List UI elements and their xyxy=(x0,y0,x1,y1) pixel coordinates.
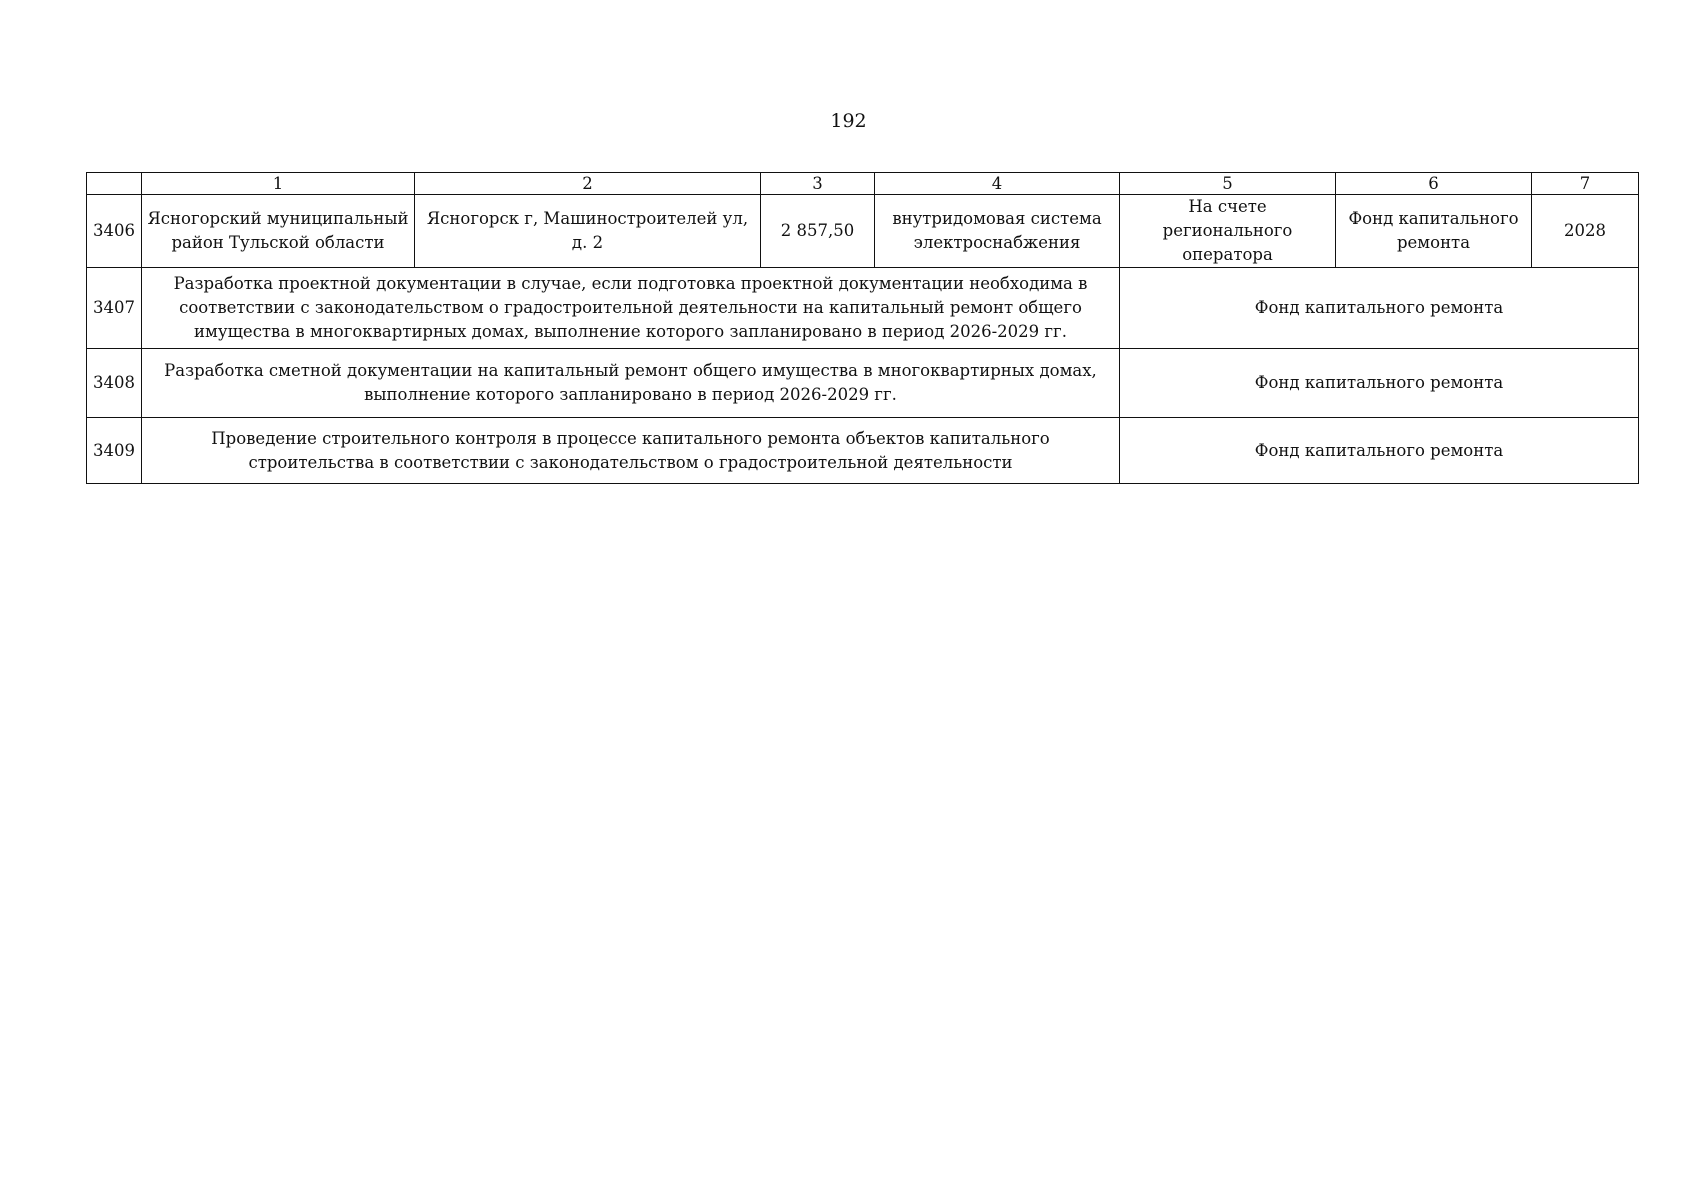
description-cell: Проведение строительного контроля в процессе капитального ремонта объектов капитального строительства в соответствии с законодательством о градостроительной деятельности xyxy=(142,418,1120,484)
row-number: 3406 xyxy=(87,195,142,268)
table-row xyxy=(87,418,1639,484)
header-cell-6: 6 xyxy=(1336,173,1532,195)
address-cell: Ясногорск г, Машиностроителей ул, д. 2 xyxy=(415,195,761,268)
row-number: 3408 xyxy=(87,349,142,418)
description-cell: Разработка проектной документации в случае, если подготовка проектной документации необходима в соответствии с законодательством о градостроительной деятельности на капитальный ремонт общего имущества в многоквартирных домах, выполнение которого запланировано в период 2026-2029 гг. xyxy=(142,268,1120,349)
header-cell-7: 7 xyxy=(1532,173,1639,195)
header-cell-blank xyxy=(87,173,142,195)
municipality-cell: Ясногорский муниципальный район Тульской области xyxy=(142,195,415,268)
row-number: 3407 xyxy=(87,268,142,349)
account-cell: На счете регионального оператора xyxy=(1120,195,1336,268)
header-cell-4: 4 xyxy=(875,173,1120,195)
page-number: 192 xyxy=(830,110,867,132)
table-row xyxy=(87,195,1639,268)
header-cell-5: 5 xyxy=(1120,173,1336,195)
table-row xyxy=(87,268,1639,349)
column-number-row xyxy=(87,173,1639,195)
header-cell-2: 2 xyxy=(415,173,761,195)
area-cell: 2 857,50 xyxy=(761,195,875,268)
funding-source-cell: Фонд капитального ремонта xyxy=(1120,268,1639,349)
funding-source-cell: Фонд капитального ремонта xyxy=(1120,418,1639,484)
year-cell: 2028 xyxy=(1532,195,1639,268)
header-cell-3: 3 xyxy=(761,173,875,195)
funding-source-cell: Фонд капитального ремонта xyxy=(1120,349,1639,418)
capital-repair-table xyxy=(86,172,1639,484)
work-type-cell: внутридомовая система электроснабжения xyxy=(875,195,1120,268)
row-number: 3409 xyxy=(87,418,142,484)
description-cell: Разработка сметной документации на капитальный ремонт общего имущества в многоквартирных домах, выполнение которого запланировано в период 2026-2029 гг. xyxy=(142,349,1120,418)
header-cell-1: 1 xyxy=(142,173,415,195)
table-row xyxy=(87,349,1639,418)
funding-source-cell: Фонд капитального ремонта xyxy=(1336,195,1532,268)
